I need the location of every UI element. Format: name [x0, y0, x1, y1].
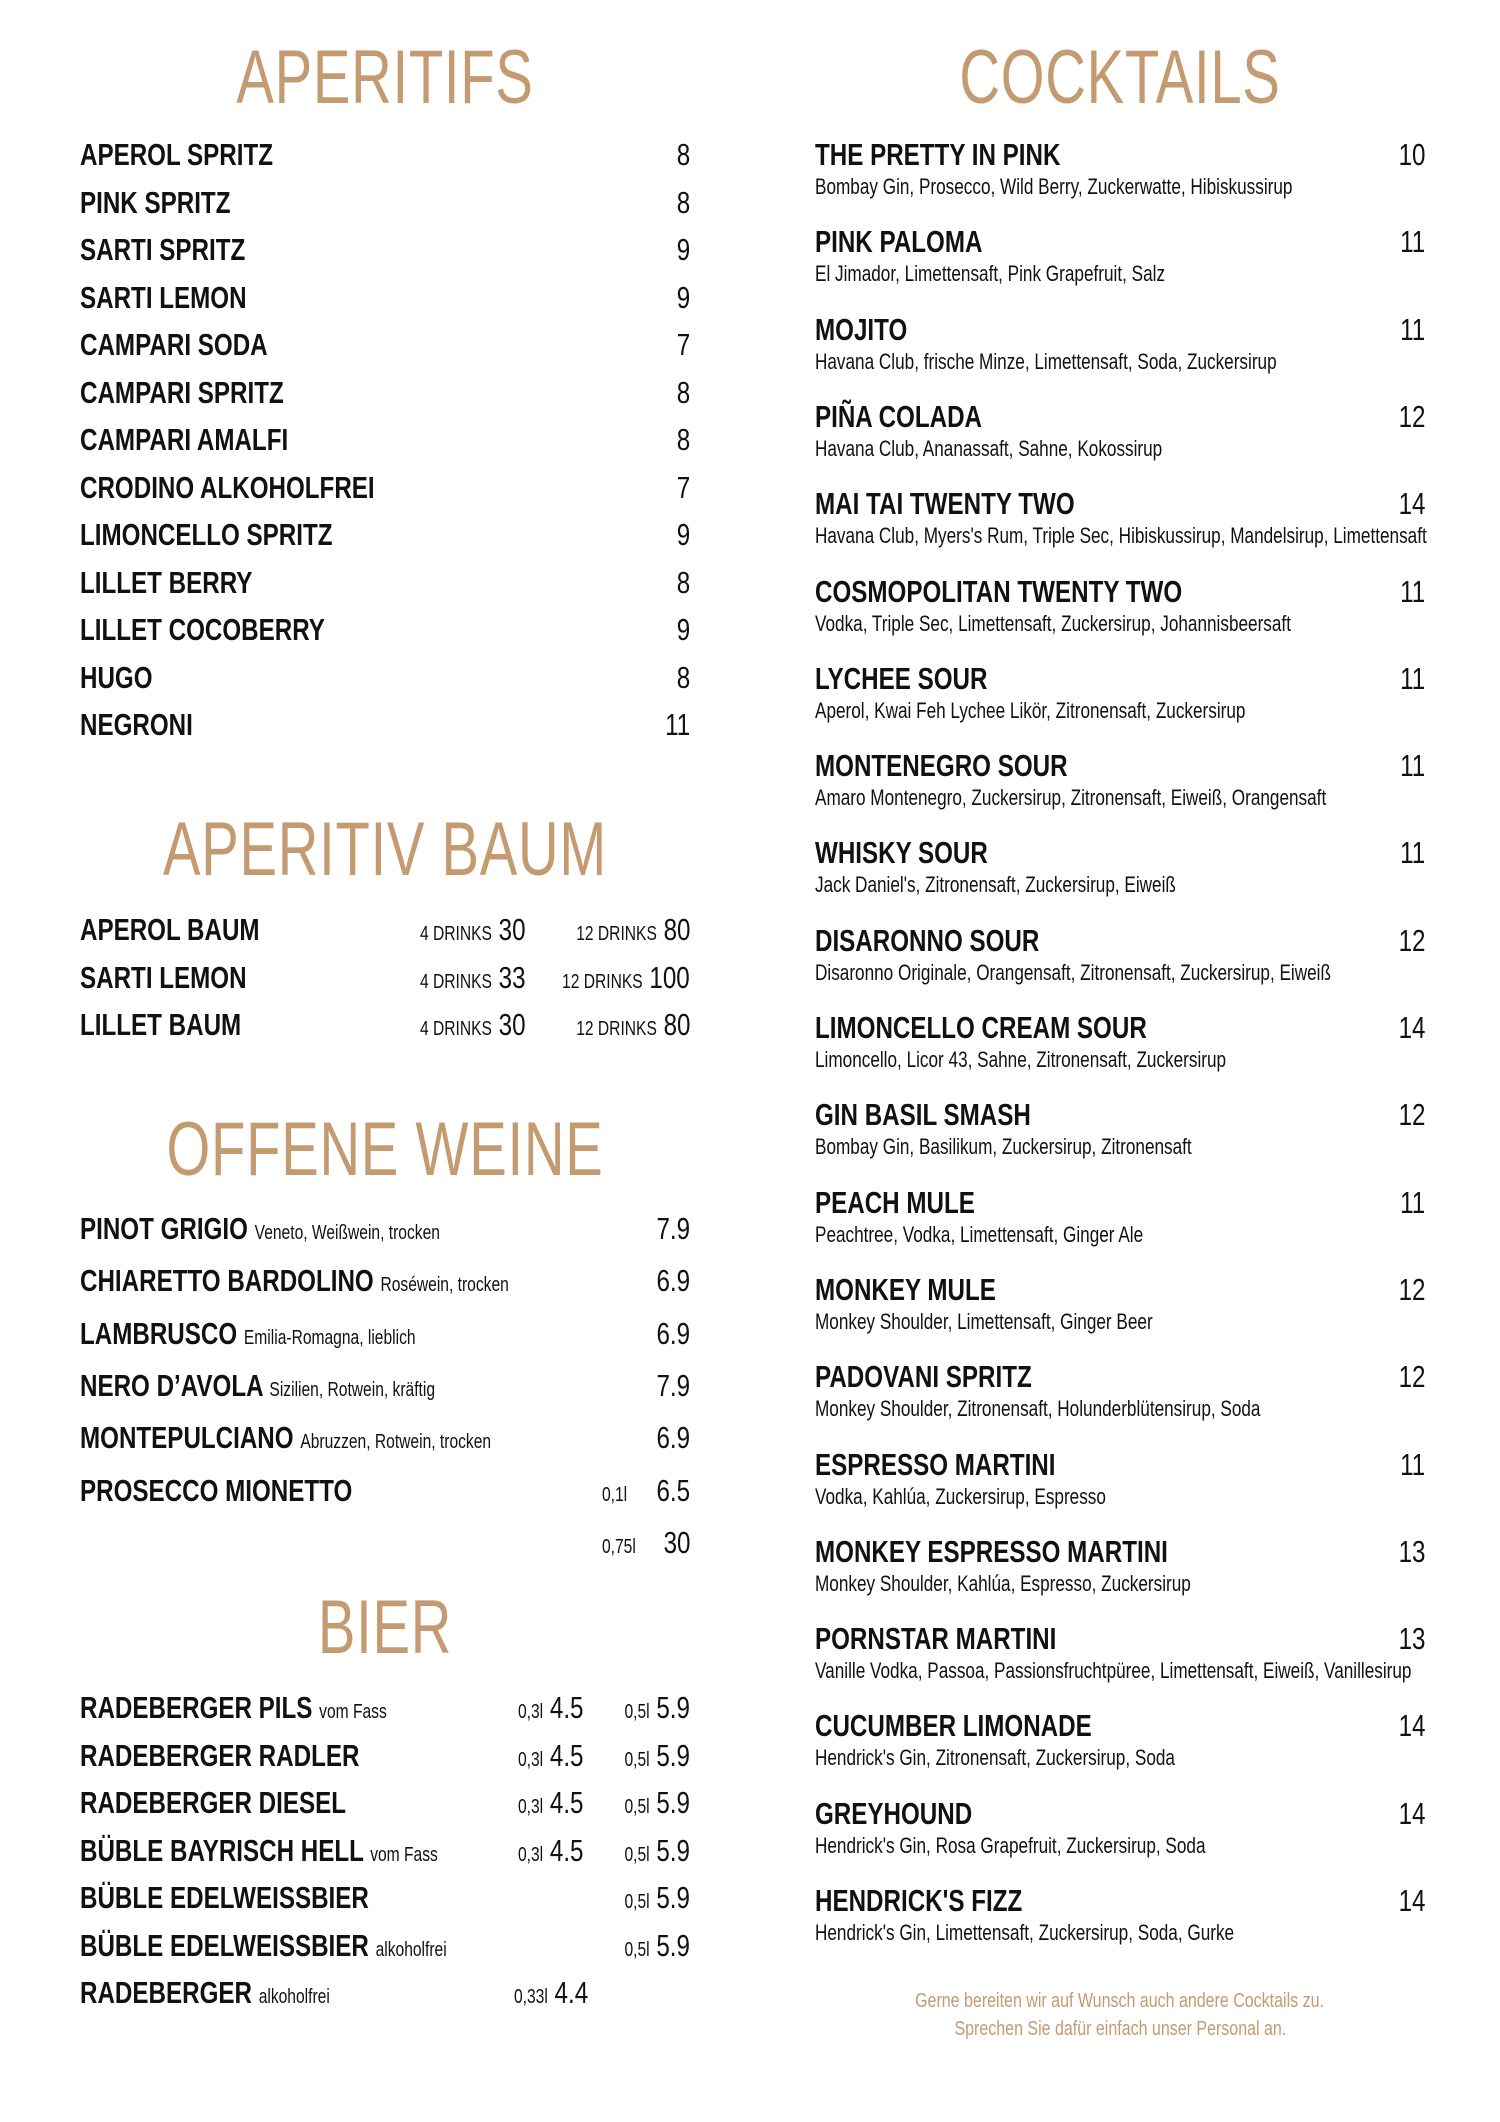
- cocktail-footnote: [815, 1987, 1425, 2043]
- cocktail-name: COSMOPOLITAN TWENTY TWO: [815, 573, 1183, 609]
- cocktail-name: LIMONCELLO CREAM SOUR: [815, 1010, 1147, 1045]
- cocktail-name: MONKEY ESPRESSO MARTINI: [815, 1533, 1168, 1569]
- aperitif-name: NEGRONI: [80, 707, 193, 742]
- cocktail-row: [815, 1532, 1425, 1602]
- beer-name: RADEBERGER RADLER: [80, 1737, 360, 1773]
- wine-name: CHIARETTO BARDOLINO Roséwein, trocken: [80, 1263, 509, 1299]
- cocktail-row: [815, 1008, 1425, 1078]
- cocktail-price: 13: [1398, 1533, 1425, 1569]
- wine-name: PINOT GRIGIO Veneto, Weißwein, trocken: [80, 1211, 440, 1246]
- aperitif-name: SARTI SPRITZ: [80, 232, 246, 267]
- aperitif-name: CAMPARI SPRITZ: [80, 374, 284, 410]
- aperitif-row: [80, 325, 690, 365]
- cocktail-row: [815, 222, 1425, 292]
- baum-price-12: 12 DRINKS 80: [575, 912, 690, 947]
- cocktail-row: [815, 1794, 1425, 1864]
- beer-price-small: 0,33l 4.4: [514, 1975, 589, 2010]
- cocktail-row: [815, 1357, 1425, 1427]
- cocktail-description: El Jimador, Limettensaft, Pink Grapefruit, Salz: [815, 261, 1166, 287]
- cocktail-price: 11: [1399, 573, 1425, 609]
- baum-row: [80, 910, 690, 950]
- aperitif-price: 9: [676, 612, 690, 647]
- baum-price-4: 4 DRINKS 30: [420, 1007, 526, 1042]
- cocktail-price: 14: [1398, 1708, 1425, 1744]
- cocktail-name: CUCUMBER LIMONADE: [815, 1708, 1092, 1744]
- aperitif-price: 11: [664, 707, 690, 742]
- unit-12-drinks: 12 DRINKS: [562, 970, 643, 993]
- cocktail-price: 11: [1399, 1446, 1425, 1482]
- beer-row: [80, 1736, 690, 1776]
- cocktail-row: [815, 397, 1425, 467]
- aperitif-name: LILLET BERRY: [80, 564, 253, 600]
- aperitif-name: PINK SPRITZ: [80, 184, 231, 220]
- cocktail-name: ESPRESSO MARTINI: [815, 1446, 1056, 1482]
- prosecco-size-2: 0,75l: [602, 1536, 636, 1558]
- aperitif-price: 7: [676, 469, 690, 505]
- cocktail-name: MOJITO: [815, 311, 908, 347]
- wine-price: 6.9: [656, 1315, 690, 1351]
- beer-row: [80, 1688, 690, 1728]
- wine-row: [80, 1366, 690, 1406]
- cocktail-row: [815, 746, 1425, 816]
- cocktail-row: [815, 1445, 1425, 1515]
- cocktail-description: Vanille Vodka, Passoa, Passionsfruchtpüree, Limettensaft, Eiweiß, Vanillesirup: [815, 1658, 1412, 1684]
- wine-description: Abruzzen, Rotwein, trocken: [300, 1431, 492, 1454]
- cocktail-row: [815, 833, 1425, 903]
- aperitif-name: CRODINO ALKOHOLFREI: [80, 469, 375, 505]
- aperitif-row: [80, 135, 690, 175]
- cocktail-name: WHISKY SOUR: [815, 835, 988, 871]
- aperitif-row: [80, 468, 690, 508]
- aperitif-name: SARTI LEMON: [80, 279, 247, 315]
- beer-note: alkoholfrei: [258, 1986, 330, 2008]
- cocktail-description: Aperol, Kwai Feh Lychee Likör, Zitronensaft, Zuckersirup: [815, 697, 1246, 723]
- cocktail-name: PEACH MULE: [815, 1184, 975, 1220]
- cocktail-name: PINK PALOMA: [815, 224, 983, 260]
- offene-weine-heading: OFFENE WEINE: [166, 1107, 604, 1192]
- cocktail-row: [815, 310, 1425, 380]
- cocktail-price: 12: [1398, 922, 1425, 958]
- footnote-line-1: Gerne bereiten wir auf Wunsch auch andere Cocktails zu.: [915, 1990, 1325, 2012]
- aperitif-row: [80, 658, 690, 698]
- wine-description: Veneto, Weißwein, trocken: [254, 1222, 440, 1244]
- baum-name: SARTI LEMON: [80, 959, 247, 995]
- cocktail-price: 14: [1398, 1010, 1425, 1045]
- wine-price: 7.9: [656, 1211, 690, 1246]
- cocktail-description: Monkey Shoulder, Zitronensaft, Holunderblütensirup, Soda: [815, 1396, 1261, 1422]
- cocktail-row: [815, 1095, 1425, 1165]
- baum-row: [80, 958, 690, 998]
- aperitif-name: LIMONCELLO SPRITZ: [80, 517, 333, 552]
- wine-description: Roséwein, trocken: [380, 1274, 509, 1297]
- aperitif-name: CAMPARI AMALFI: [80, 422, 289, 457]
- cocktail-row: [815, 659, 1425, 729]
- aperitif-price: 8: [676, 184, 690, 220]
- beer-row: [80, 1973, 690, 2013]
- cocktail-row: [815, 135, 1425, 205]
- prosecco-row-large: [80, 1523, 690, 1563]
- cocktail-description: Limoncello, Licor 43, Sahne, Zitronensaft, Zuckersirup: [815, 1047, 1227, 1072]
- beer-price-large: 0,5l 5.9: [624, 1785, 690, 1820]
- baum-name: LILLET BAUM: [80, 1007, 242, 1042]
- wine-description: Emilia-Romagna, lieblich: [243, 1326, 416, 1349]
- aperitif-price: 8: [676, 374, 690, 410]
- aperitifs-heading: APERITIFS: [236, 35, 534, 120]
- cocktail-price: 12: [1398, 398, 1425, 434]
- prosecco-name: PROSECCO MIONETTO: [80, 1473, 353, 1508]
- cocktail-description: Hendrick's Gin, Rosa Grapefruit, Zuckersirup, Soda: [815, 1832, 1206, 1858]
- unit-4-drinks: 4 DRINKS: [420, 923, 492, 945]
- cocktail-description: Havana Club, frische Minze, Limettensaft, Soda, Zuckersirup: [815, 348, 1277, 374]
- aperitif-name: LILLET COCOBERRY: [80, 612, 325, 647]
- cocktail-description: Vodka, Triple Sec, Limettensaft, Zuckersirup, Johannisbeersaft: [815, 610, 1291, 636]
- wine-description: Sizilien, Rotwein, kräftig: [269, 1378, 436, 1401]
- cocktail-description: Monkey Shoulder, Limettensaft, Ginger Beer: [815, 1308, 1153, 1334]
- prosecco-size-1: 0,1l: [602, 1484, 628, 1506]
- beer-price-small: 0,3l 4.5: [518, 1737, 584, 1773]
- cocktail-row: [815, 1619, 1425, 1689]
- aperitif-row: [80, 610, 690, 650]
- aperitif-row: [80, 373, 690, 413]
- aperitif-row: [80, 705, 690, 745]
- cocktail-name: MONKEY MULE: [815, 1271, 996, 1307]
- cocktail-name: GIN BASIL SMASH: [815, 1097, 1031, 1133]
- beer-row: [80, 1878, 690, 1918]
- beer-name: BÜBLE EDELWEISSBIER alkoholfrei: [80, 1927, 447, 1963]
- beer-price-large: 0,5l 5.9: [624, 1737, 690, 1773]
- beer-note: vom Fass: [319, 1701, 387, 1723]
- beer-note: vom Fass: [370, 1843, 438, 1866]
- beer-row: [80, 1831, 690, 1871]
- beer-price-small: 0,3l 4.5: [518, 1785, 584, 1820]
- cocktail-description: Disaronno Originale, Orangensaft, Zitronensaft, Zuckersirup, Eiweiß: [815, 959, 1331, 985]
- beer-price-small: 0,3l 4.5: [518, 1690, 584, 1725]
- cocktail-price: 11: [1399, 835, 1425, 871]
- aperitif-price: 8: [676, 564, 690, 600]
- cocktail-description: Bombay Gin, Basilikum, Zuckersirup, Zitronensaft: [815, 1134, 1192, 1160]
- cocktail-price: 11: [1399, 311, 1425, 347]
- baum-price-12: 12 DRINKS 80: [575, 1007, 690, 1042]
- aperitif-row: [80, 183, 690, 223]
- cocktail-row: [815, 1706, 1425, 1776]
- wine-name: LAMBRUSCO Emilia-Romagna, lieblich: [80, 1315, 416, 1351]
- beer-name: BÜBLE BAYRISCH HELL vom Fass: [80, 1832, 438, 1868]
- cocktail-description: Jack Daniel's, Zitronensaft, Zuckersirup, Eiweiß: [815, 872, 1176, 898]
- cocktail-description: Vodka, Kahlúa, Zuckersirup, Espresso: [815, 1483, 1106, 1509]
- beer-price-small: 0,3l 4.5: [518, 1832, 584, 1868]
- cocktail-row: [815, 921, 1425, 991]
- cocktail-name: PADOVANI SPRITZ: [815, 1359, 1032, 1395]
- cocktail-price: 14: [1398, 1883, 1425, 1918]
- baum-price-4: 4 DRINKS 30: [420, 912, 526, 947]
- cocktails-heading: COCKTAILS: [959, 35, 1281, 120]
- cocktail-price: 11: [1399, 660, 1425, 696]
- cocktail-name: MAI TAI TWENTY TWO: [815, 486, 1075, 522]
- aperitif-row: [80, 420, 690, 460]
- bier-heading: BIER: [317, 1585, 453, 1670]
- cocktail-name: THE PRETTY IN PINK: [815, 137, 1061, 172]
- cocktail-name: MONTENEGRO SOUR: [815, 748, 1068, 784]
- wine-row: [80, 1418, 690, 1458]
- cocktail-row: [815, 1270, 1425, 1340]
- aperitif-price: 9: [676, 517, 690, 552]
- footnote-line-2: Sprechen Sie dafür einfach unser Personal an.: [954, 2018, 1286, 2040]
- beer-price-large: 0,5l 5.9: [624, 1927, 690, 1963]
- beer-name: RADEBERGER PILS vom Fass: [80, 1690, 387, 1725]
- cocktail-row: [815, 572, 1425, 642]
- cocktail-name: PORNSTAR MARTINI: [815, 1621, 1057, 1657]
- wine-price: 6.9: [656, 1420, 690, 1456]
- cocktail-price: 10: [1398, 137, 1425, 172]
- cocktail-description: Bombay Gin, Prosecco, Wild Berry, Zuckerwatte, Hibiskussirup: [815, 174, 1293, 199]
- cocktail-description: Havana Club, Myers's Rum, Triple Sec, Hibiskussirup, Mandelsirup, Limettensaft: [815, 523, 1427, 549]
- aperitiv-baum-heading: APERITIV BAUM: [163, 807, 607, 892]
- prosecco-price-2: 30: [663, 1525, 690, 1560]
- wine-row: [80, 1314, 690, 1354]
- aperitif-name: CAMPARI SODA: [80, 327, 268, 362]
- beer-name: RADEBERGER alkoholfrei: [80, 1975, 330, 2010]
- wine-row: [80, 1261, 690, 1301]
- beer-name: BÜBLE EDELWEISSBIER: [80, 1880, 369, 1915]
- cocktail-price: 14: [1398, 486, 1425, 522]
- beer-note: alkoholfrei: [375, 1938, 447, 1961]
- baum-name: APEROL BAUM: [80, 912, 260, 947]
- aperitif-price: 8: [676, 137, 690, 172]
- cocktail-row: [815, 1183, 1425, 1253]
- beer-row: [80, 1926, 690, 1966]
- prosecco-row: [80, 1471, 690, 1511]
- cocktail-name: PIÑA COLADA: [815, 398, 983, 434]
- cocktail-price: 11: [1399, 748, 1425, 784]
- wine-name: NERO D’AVOLA Sizilien, Rotwein, kräftig: [80, 1367, 436, 1403]
- cocktail-price: 11: [1399, 1184, 1425, 1220]
- wine-price: 6.9: [656, 1263, 690, 1299]
- cocktail-description: Havana Club, Ananassaft, Sahne, Kokossirup: [815, 435, 1163, 461]
- aperitif-row: [80, 515, 690, 555]
- aperitif-name: APEROL SPRITZ: [80, 137, 274, 172]
- cocktail-price: 12: [1398, 1359, 1425, 1395]
- cocktail-description: Amaro Montenegro, Zuckersirup, Zitronensaft, Eiweiß, Orangensaft: [815, 785, 1327, 811]
- aperitif-price: 7: [676, 327, 690, 362]
- prosecco-price-1: 6.5: [656, 1473, 690, 1508]
- cocktail-description: Hendrick's Gin, Limettensaft, Zuckersirup, Soda, Gurke: [815, 1920, 1235, 1945]
- aperitif-row: [80, 563, 690, 603]
- baum-price-4: 4 DRINKS 33: [420, 959, 526, 995]
- baum-price-12: 12 DRINKS 100: [562, 959, 690, 995]
- aperitif-row: [80, 230, 690, 270]
- unit-12-drinks: 12 DRINKS: [575, 923, 657, 945]
- aperitif-price: 8: [676, 422, 690, 457]
- wine-row: [80, 1209, 690, 1249]
- baum-row: [80, 1005, 690, 1045]
- unit-4-drinks: 4 DRINKS: [420, 970, 492, 993]
- cocktail-price: 11: [1399, 224, 1425, 260]
- aperitif-price: 8: [676, 659, 690, 695]
- aperitif-price: 9: [676, 232, 690, 267]
- cocktail-name: HENDRICK'S FIZZ: [815, 1883, 1023, 1918]
- cocktail-description: Monkey Shoulder, Kahlúa, Espresso, Zuckersirup: [815, 1570, 1191, 1596]
- cocktail-price: 13: [1398, 1621, 1425, 1657]
- cocktail-name: GREYHOUND: [815, 1795, 973, 1831]
- cocktail-price: 12: [1398, 1097, 1425, 1133]
- cocktail-description: Peachtree, Vodka, Limettensaft, Ginger Ale: [815, 1221, 1144, 1247]
- unit-12-drinks: 12 DRINKS: [575, 1018, 657, 1040]
- beer-row: [80, 1783, 690, 1823]
- cocktail-price: 12: [1398, 1271, 1425, 1307]
- aperitif-price: 9: [676, 279, 690, 315]
- beer-name: RADEBERGER DIESEL: [80, 1785, 347, 1820]
- beer-price-large: 0,5l 5.9: [624, 1880, 690, 1915]
- wine-name: MONTEPULCIANO Abruzzen, Rotwein, trocken: [80, 1420, 492, 1456]
- cocktail-row: [815, 484, 1425, 554]
- unit-4-drinks: 4 DRINKS: [420, 1018, 492, 1040]
- beer-price-large: 0,5l 5.9: [624, 1832, 690, 1868]
- cocktail-name: LYCHEE SOUR: [815, 660, 988, 696]
- cocktail-name: DISARONNO SOUR: [815, 922, 1040, 958]
- wine-price: 7.9: [656, 1367, 690, 1403]
- aperitif-name: HUGO: [80, 659, 153, 695]
- cocktail-row: [815, 1881, 1425, 1951]
- cocktail-description: Hendrick's Gin, Zitronensaft, Zuckersirup, Soda: [815, 1745, 1175, 1771]
- aperitif-row: [80, 278, 690, 318]
- beer-price-large: 0,5l 5.9: [624, 1690, 690, 1725]
- cocktail-price: 14: [1398, 1795, 1425, 1831]
